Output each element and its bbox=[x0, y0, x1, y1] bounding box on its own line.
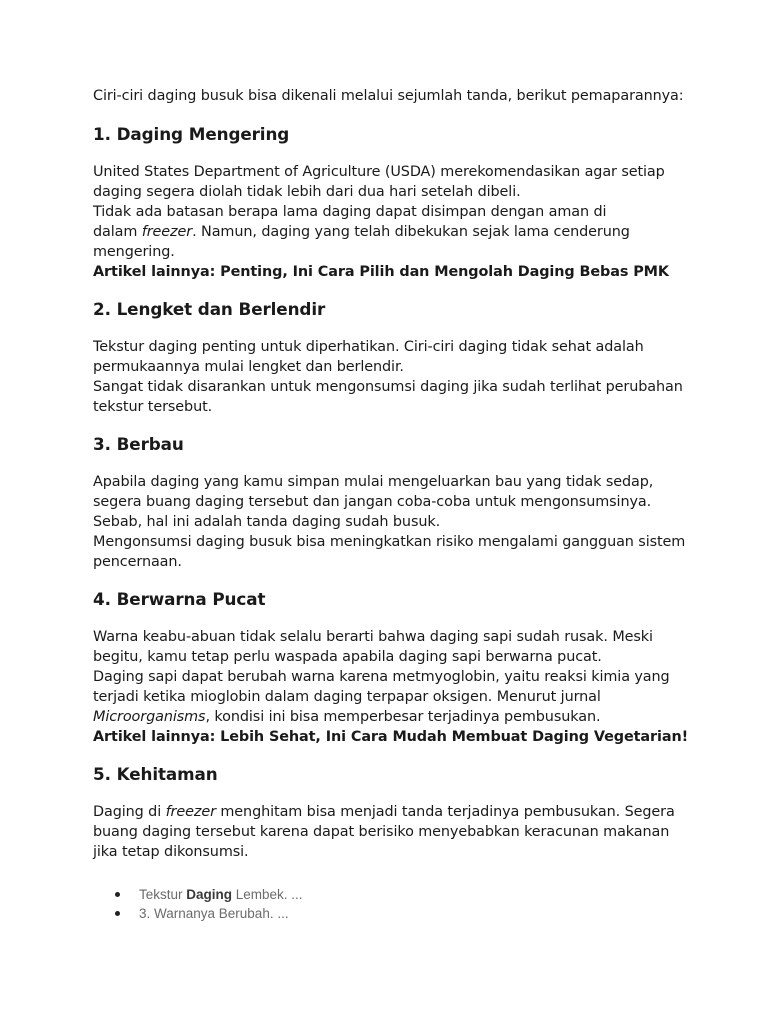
section-heading: 5. Kehitaman bbox=[93, 764, 218, 784]
snippet-text: 3. Warnanya Berubah. ... bbox=[139, 906, 289, 921]
section-heading: 4. Berwarna Pucat bbox=[93, 589, 266, 609]
intro-paragraph: Ciri-ciri daging busuk bisa dikenali melalui sejumlah tanda, berikut pemaparannya: bbox=[93, 88, 684, 104]
snippet-item bbox=[115, 885, 303, 904]
paragraph bbox=[93, 667, 693, 727]
section-lengket-berlendir bbox=[93, 298, 693, 417]
paragraph-text: Daging di bbox=[93, 804, 166, 820]
section-berwarna-pucat bbox=[93, 588, 693, 747]
search-snippet-list bbox=[115, 885, 303, 923]
paragraph-text: , kondisi ini bisa memperbesar terjadinya pembusukan. bbox=[205, 709, 601, 725]
italic-term: freezer bbox=[165, 804, 216, 820]
related-article-link[interactable]: Artikel lainnya: Penting, Ini Cara Pilih dan Mengolah Daging Bebas PMK bbox=[93, 264, 669, 280]
bullet-icon bbox=[115, 892, 120, 897]
paragraph-text: menghitam bisa menjadi tanda terjadinya pembusukan. Segera buang daging tersebut karena dapat berisiko menyebabkan keracunan makanan jika tetap dikonsumsi. bbox=[93, 804, 675, 860]
section-heading: 1. Daging Mengering bbox=[93, 124, 290, 144]
italic-term: Microorganisms bbox=[93, 709, 206, 725]
article-body bbox=[93, 86, 693, 878]
paragraph bbox=[93, 802, 693, 862]
section-heading: 2. Lengket dan Berlendir bbox=[93, 299, 326, 319]
paragraph: Sangat tidak disarankan untuk mengonsumsi daging jika sudah terlihat perubahan tekstur tersebut. bbox=[93, 379, 683, 415]
related-article-link[interactable]: Artikel lainnya: Lebih Sehat, Ini Cara Mudah Membuat Daging Vegetarian! bbox=[93, 729, 689, 745]
paragraph bbox=[93, 202, 638, 262]
paragraph: Warna keabu-abuan tidak selalu berarti bahwa daging sapi sudah rusak. Meski begitu, kamu tetap perlu waspada apabila daging sapi berwarna pucat. bbox=[93, 629, 653, 665]
paragraph: United States Department of Agriculture (USDA) merekomendasikan agar setiap daging segera diolah tidak lebih dari dua hari setelah dibeli. bbox=[93, 164, 665, 200]
paragraph-text: Daging sapi dapat berubah warna karena metmyoglobin, yaitu reaksi kimia yang terjadi ketika mioglobin dalam daging terpapar oksigen. Menurut bbox=[93, 669, 670, 705]
snippet-text: Lembek. ... bbox=[232, 887, 303, 902]
italic-term: freezer bbox=[141, 224, 193, 240]
paragraph: Mengonsumsi daging busuk bisa meningkatkan risiko mengalami gangguan sistem pencernaan. bbox=[93, 534, 686, 570]
paragraph-text: Tidak ada batasan berapa lama daging dapat disimpan dengan aman di bbox=[93, 204, 607, 220]
paragraph-text: . Namun, daging yang telah dibekukan sejak lama cenderung mengering. bbox=[93, 224, 630, 260]
section-heading: 3. Berbau bbox=[93, 434, 184, 454]
paragraph-text: jurnal bbox=[560, 689, 601, 705]
paragraph: Tekstur daging penting untuk diperhatikan. Ciri-ciri daging tidak sehat adalah permukaannya mulai lengket dan berlendir. bbox=[93, 339, 644, 375]
section-daging-mengering bbox=[93, 123, 693, 282]
snippet-text: Tekstur bbox=[139, 887, 187, 902]
snippet-bold-text: Daging bbox=[186, 887, 233, 902]
bullet-icon bbox=[115, 911, 120, 916]
paragraph-text: dalam bbox=[93, 224, 142, 240]
section-kehitaman bbox=[93, 763, 693, 862]
paragraph: Apabila daging yang kamu simpan mulai mengeluarkan bau yang tidak sedap, segera buang daging tersebut dan jangan coba-coba untuk mengonsumsinya. Sebab, hal ini adalah tanda daging sudah busuk. bbox=[93, 474, 654, 530]
section-berbau bbox=[93, 433, 693, 572]
snippet-item bbox=[115, 904, 303, 923]
